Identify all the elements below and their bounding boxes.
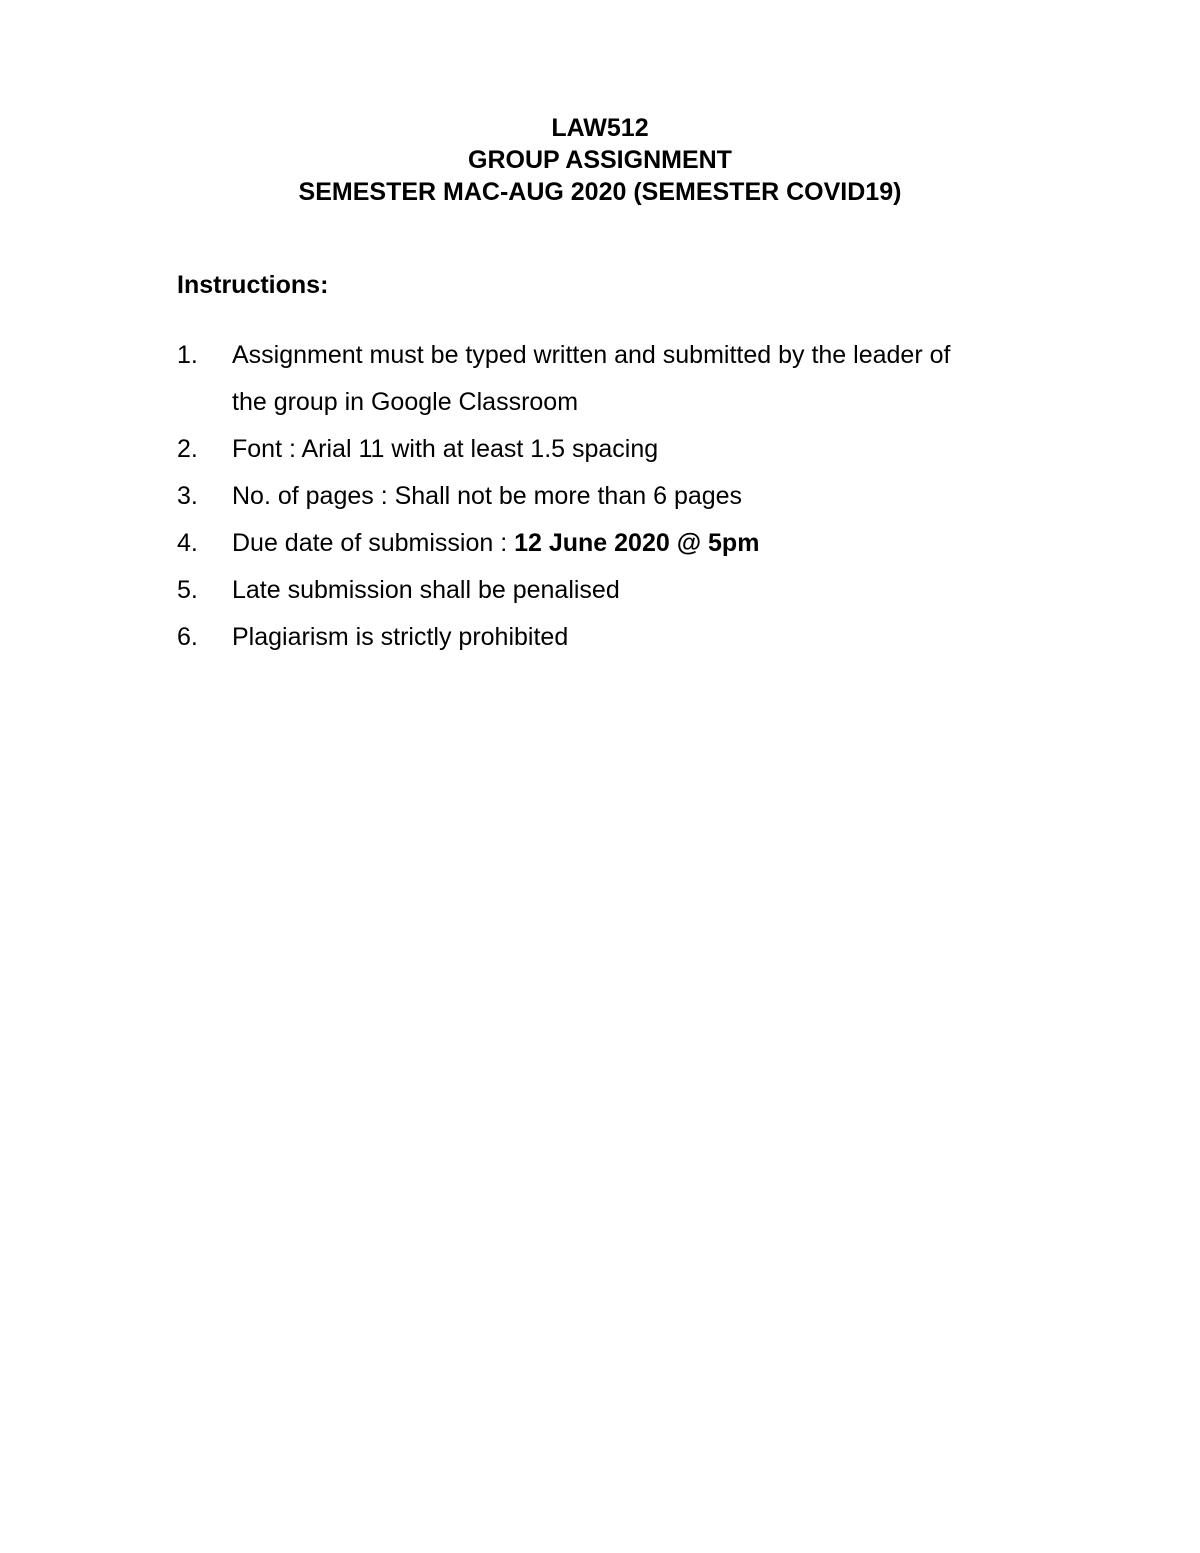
document-header bbox=[0, 112, 1200, 208]
list-item-text-line2: the group in Google Classroom bbox=[232, 388, 579, 416]
course-code: LAW512 bbox=[551, 114, 649, 142]
list-item-text: Late submission shall be penalised bbox=[232, 576, 620, 604]
list-item-text: No. of pages : Shall not be more than 6 pages bbox=[232, 482, 743, 510]
semester-line: SEMESTER MAC-AUG 2020 (SEMESTER COVID19) bbox=[298, 178, 902, 206]
list-item bbox=[177, 614, 1057, 661]
list-item bbox=[177, 332, 1057, 426]
due-date-value: 12 June 2020 @ 5pm bbox=[514, 529, 760, 557]
list-item-number: 6. bbox=[177, 623, 198, 651]
list-item-number: 4. bbox=[177, 529, 198, 557]
list-item-text: Plagiarism is strictly prohibited bbox=[232, 623, 569, 651]
list-item bbox=[177, 473, 1057, 520]
list-item-number: 1. bbox=[177, 341, 198, 369]
list-item-text bbox=[232, 332, 1057, 426]
list-item-number: 2. bbox=[177, 435, 198, 463]
list-item bbox=[177, 567, 1057, 614]
instructions-heading: Instructions: bbox=[177, 271, 329, 299]
due-date-label: Due date of submission : bbox=[232, 529, 515, 557]
list-item-text-line1: Assignment must be typed written and submitted by the leader of bbox=[232, 341, 951, 369]
assignment-title: GROUP ASSIGNMENT bbox=[468, 146, 732, 174]
list-item bbox=[177, 426, 1057, 473]
list-item-text: Font : Arial 11 with at least 1.5 spacing bbox=[232, 435, 659, 463]
list-item-text bbox=[232, 520, 1057, 567]
list-item-number: 5. bbox=[177, 576, 198, 604]
instructions-list bbox=[177, 332, 1057, 661]
list-item bbox=[177, 520, 1057, 567]
list-item-number: 3. bbox=[177, 482, 198, 510]
